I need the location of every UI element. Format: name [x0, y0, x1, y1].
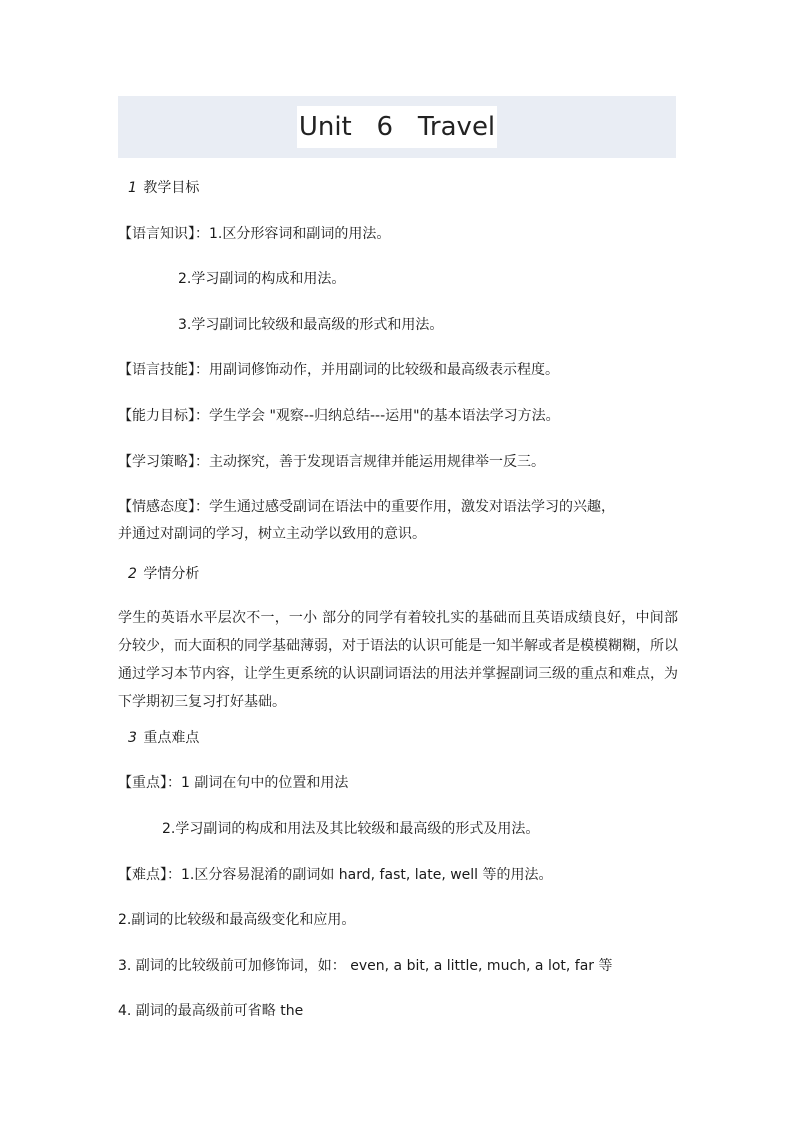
difficulty-line-3: 3. 副词的比较级前可加修饰词，如： even, a bit, a little, much, a lot, far 等 [118, 958, 613, 974]
section-heading-objectives [128, 178, 199, 198]
section-label: 重点难点 [143, 730, 200, 746]
section-heading-key-points [128, 728, 199, 748]
objective-strategy: 【学习策略】：主动探究，善于发现语言规律并能运用规律举一反三。 [118, 454, 545, 470]
objective-lk-item-2: 2.学习副词的构成和用法。 [178, 271, 346, 287]
title-banner [118, 96, 676, 158]
objective-language-skills: 【语言技能】：用副词修饰动作，并用副词的比较级和最高级表示程度。 [118, 362, 559, 378]
section-number: 2 [128, 566, 137, 582]
key-focus-line-1: 【重点】：1 副词在句中的位置和用法 [118, 775, 349, 791]
section-label: 教学目标 [143, 180, 200, 196]
key-focus-line-2: 2.学习副词的构成和用法及其比较级和最高级的形式及用法。 [162, 821, 540, 837]
objective-attitude-line-2: 并通过对副词的学习，树立主动学以致用的意识。 [118, 526, 426, 542]
section-number: 1 [128, 180, 137, 196]
difficulty-line-4: 4. 副词的最高级前可省略 the [118, 1003, 304, 1019]
objective-lk-item-3: 3.学习副词比较级和最高级的形式和用法。 [178, 317, 444, 333]
analysis-paragraph: 学生的英语水平层次不一，一小 部分的同学有着较扎实的基础而且英语成绩良好，中间部分较少，而大面积的同学基础薄弱，对于语法的认识可能是一知半解或者是模模糊糊，所以通过学习本节内容，让学生更系统的认识副词语法的用法并掌握副词三级的重点和难点，为下学期初三复习打好基础。 [118, 610, 678, 710]
difficulty-line-1: 【难点】：1.区分容易混淆的副词如 hard, fast, late, well 等的用法。 [118, 867, 553, 883]
section-label: 学情分析 [143, 566, 200, 582]
section-number: 3 [128, 730, 137, 746]
objective-ability: 【能力目标】：学生学会 "观察--归纳总结---运用"的基本语法学习方法。 [118, 408, 560, 424]
objective-language-knowledge: 【语言知识】：1.区分形容词和副词的用法。 [118, 226, 391, 242]
page-title: Unit 6 Travel [297, 106, 497, 148]
section-heading-analysis [128, 564, 199, 584]
difficulty-line-2: 2.副词的比较级和最高级变化和应用。 [118, 912, 356, 928]
objective-attitude-line-1: 【情感态度】：学生通过感受副词在语法中的重要作用，激发对语法学习的兴趣， [118, 499, 615, 515]
